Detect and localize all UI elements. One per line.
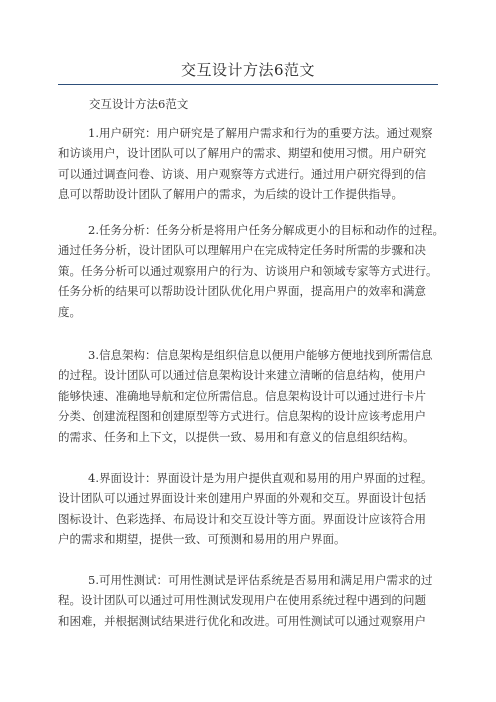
paragraph-line: 可以通过调查问卷、访谈、用户观察等方式进行。通过用户研究得到的信: [58, 166, 426, 181]
document-title: 交互设计方法6范文: [180, 61, 316, 79]
paragraph-line: 息可以帮助设计团队了解用户的需求，为后续的设计工作提供指导。: [58, 187, 403, 202]
paragraph-line: 2.任务分析：任务分析是将用户任务分解成更小的目标和动作的过程。: [88, 223, 444, 237]
paragraph-line: 度。: [58, 304, 81, 319]
paragraph-line: 能够快速、准确地导航和定位所需信息。信息架构设计可以通过进行卡片: [58, 388, 426, 403]
paragraph-line: 任务分析的结果可以帮助设计团队优化用户界面，提高用户的效率和满意: [58, 284, 426, 299]
paragraph-line: 和困难，并根据测试结果进行优化和改进。可用性测试可以通过观察用户: [58, 613, 426, 628]
paragraph-line: 4.界面设计：界面设计是为用户提供直观和易用的用户界面的过程。: [88, 471, 433, 485]
paragraph-line: 设计团队可以通过界面设计来创建用户界面的外观和交互。界面设计包括: [58, 491, 426, 506]
paragraph-usability-testing: [58, 570, 448, 631]
paragraph-line: 5.可用性测试：可用性测试是评估系统是否易用和满足用户需求的过: [88, 573, 433, 587]
paragraph-line: 3.信息架构：信息架构是组织信息以便用户能够方便地找到所需信息: [88, 348, 433, 362]
paragraph-line: 1.用户研究：用户研究是了解用户需求和行为的重要方法。通过观察: [88, 126, 433, 140]
paragraph-task-analysis: [58, 220, 448, 322]
document-subtitle: 交互设计方法6范文: [89, 97, 189, 111]
paragraph-line: 分类、创建流程图和创建原型等方式进行。信息架构的设计应该考虑用户: [58, 409, 426, 424]
paragraph-line: 策。任务分析可以通过观察用户的行为、访谈用户和领域专家等方式进行。: [58, 263, 438, 278]
paragraph-line: 和访谈用户，设计团队可以了解用户的需求、期望和使用习惯。用户研究: [58, 146, 426, 161]
paragraph-line: 的需求、任务和上下文，以提供一致、易用和有意义的信息组织结构。: [58, 429, 415, 444]
title-underline: [58, 84, 438, 85]
paragraph-line: 通过任务分析，设计团队可以理解用户在完成特定任务时所需的步骤和决: [58, 243, 426, 258]
paragraph-line: 图标设计、色彩选择、布局设计和交互设计等方面。界面设计应该符合用: [58, 511, 426, 526]
paragraph-line: 程。设计团队可以通过可用性测试发现用户在使用系统过程中遇到的问题: [58, 593, 426, 608]
paragraph-line: 的过程。设计团队可以通过信息架构设计来建立清晰的信息结构，使用户: [58, 368, 426, 383]
paragraph-interface-design: [58, 468, 448, 550]
paragraph-information-architecture: [58, 345, 448, 447]
paragraph-line: 户的需求和期望，提供一致、可预测和易用的用户界面。: [58, 532, 346, 547]
paragraph-user-research: [58, 123, 448, 205]
